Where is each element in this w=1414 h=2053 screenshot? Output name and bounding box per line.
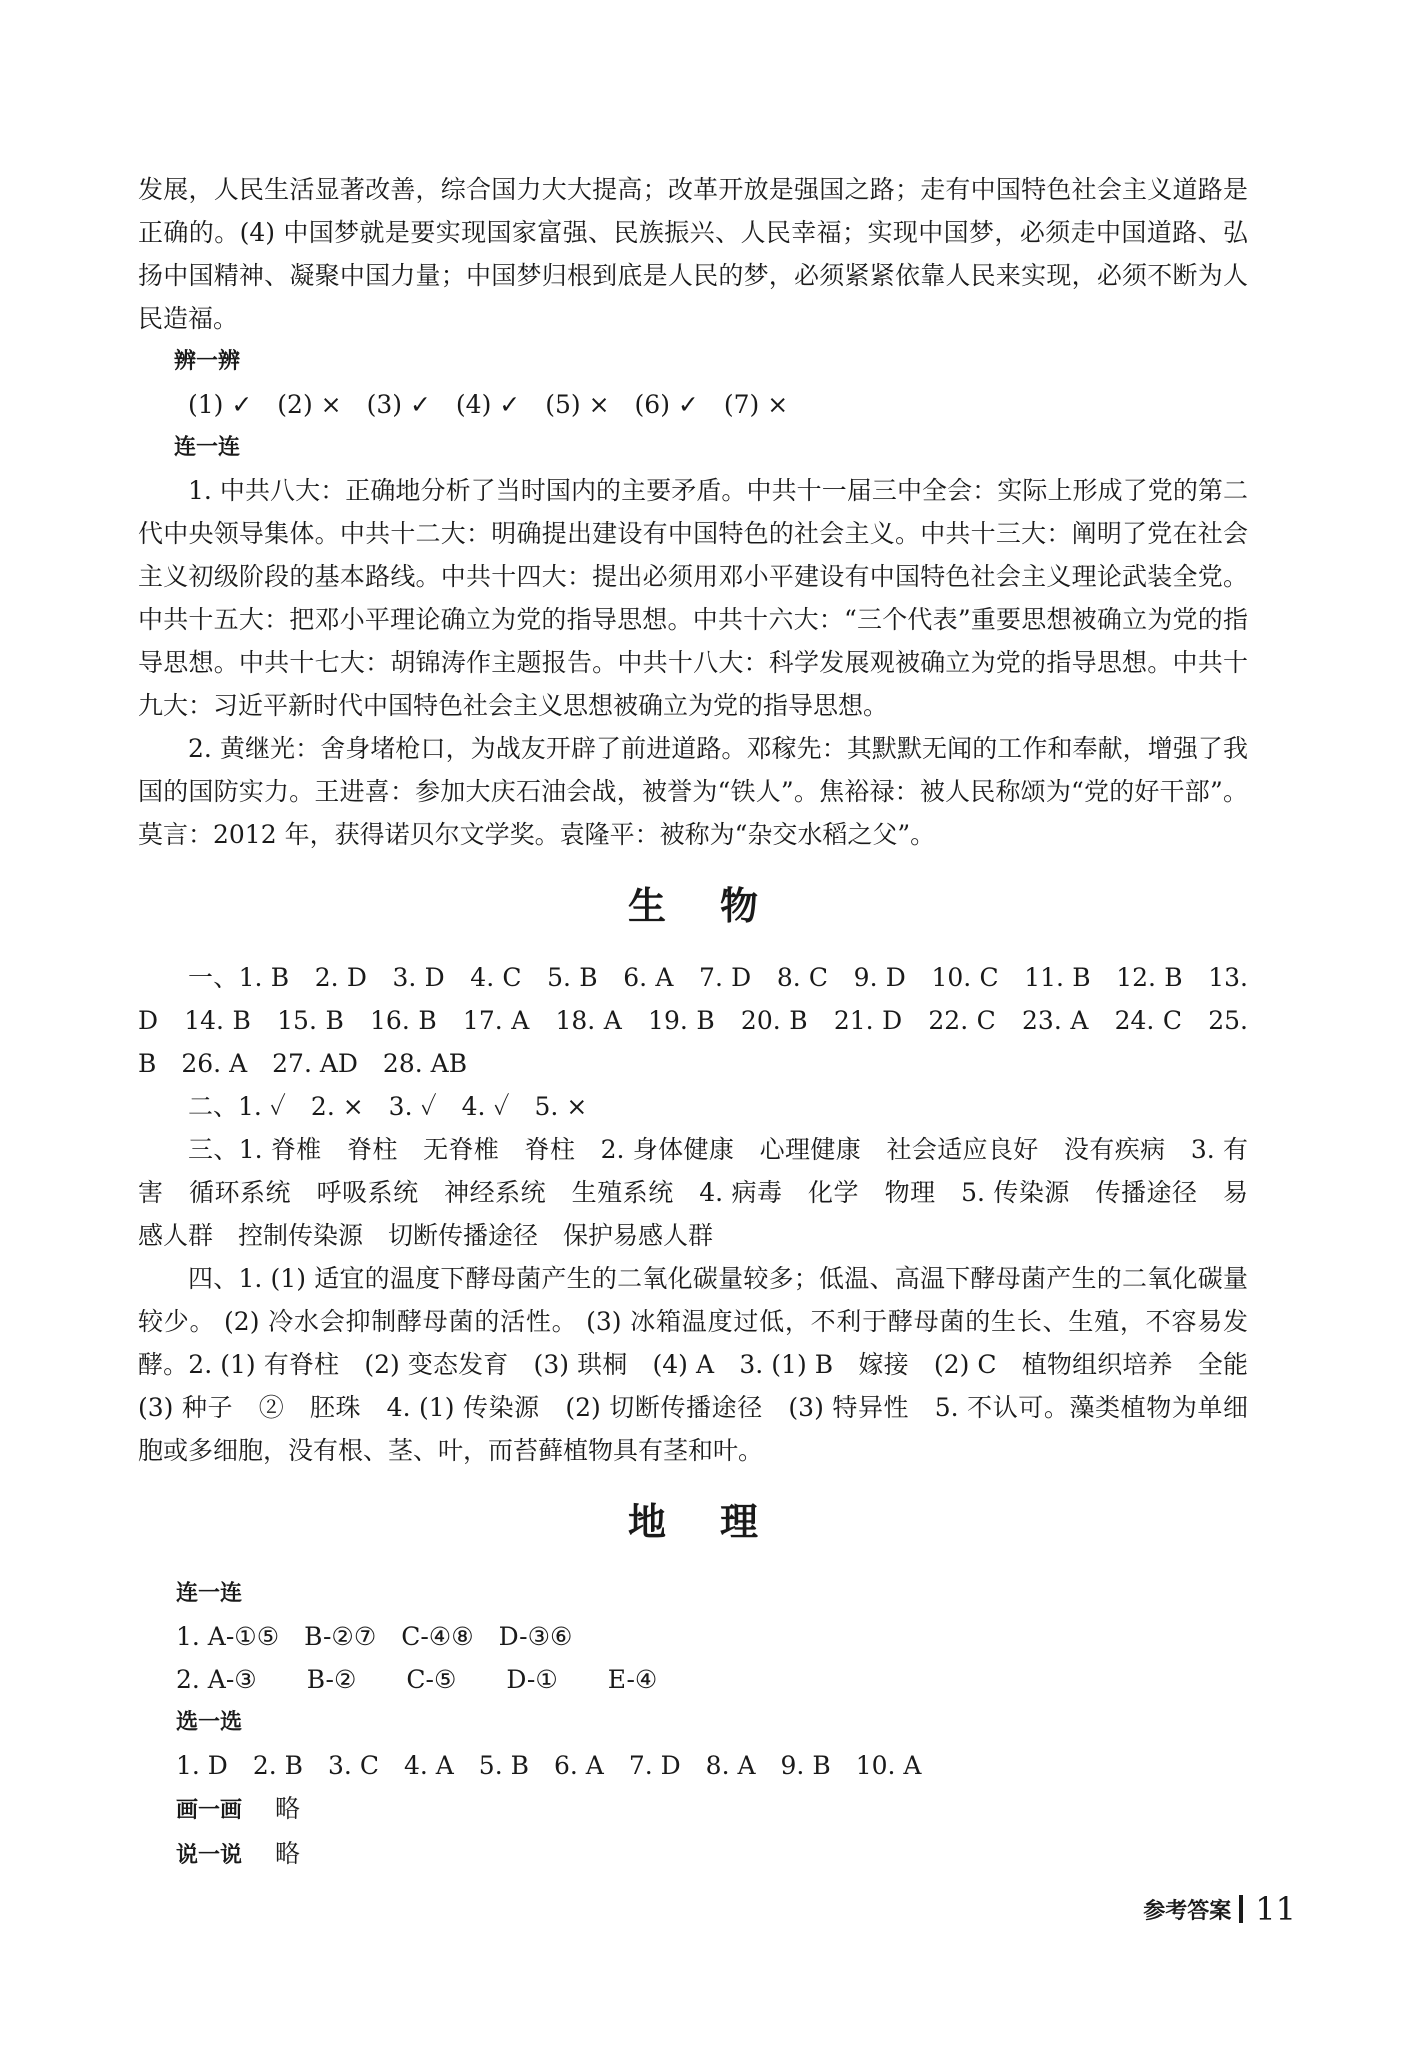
politics-lianyilian-item-1: 1. 中共八大：正确地分析了当时国内的主要矛盾。中共十一届三中全会：实际上形成了党的第二代中央领导集体。中共十二大：明确提出建设有中国特色的社会主义。中共十三大：阐明了党在社会主义初级阶段的基本路线。中共十四大：提出必须用邓小平建设有中国特色社会主义理论武装全党。中共十五大：把邓小平理论确立为党的指导思想。中共十六大：“三个代表”重要思想被确立为党的指导思想。中共十七大：胡锦涛作主题报告。中共十八大：科学发展观被确立为党的指导思想。中共十九大：习近平新时代中国特色社会主义思想被确立为党的指导思想。	[138, 476, 1248, 720]
page-number: 11	[1255, 1890, 1296, 1928]
xuanyixuan-answers: 1. D 2. B 3. C 4. A 5. B 6. A 7. D 8. A 9. B 10. A	[176, 1751, 922, 1780]
answer-page	[138, 168, 1274, 1877]
huayihua-answer: 略	[274, 1794, 300, 1823]
shuoyishuo-row	[176, 1832, 1248, 1877]
shuoyishuo-label: 说一说	[176, 1843, 243, 1868]
biology-part-3: 三、1. 脊椎 脊柱 无脊椎 脊柱 2. 身体健康 心理健康 社会适应良好 没有疾病 3. 有害 循环系统 呼吸系统 神经系统 生殖系统 4. 病毒 化学 物理 5. 传染源 传播途径 易感人群 控制传染源 切断传播途径 保护易感人群	[138, 1135, 1248, 1250]
biology-part-4: 四、1. (1) 适宜的温度下酵母菌产生的二氧化碳量较多；低温、高温下酵母菌产生的二氧化碳量较少。 (2) 冷水会抑制酵母菌的活性。 (3) 冰箱温度过低，不利于酵母菌的生长、生殖，不容易发酵。2. (1) 有脊柱 (2) 变态发育 (3) 珙桐 (4) A 3. (1) B 嫁接 (2) C 植物组织培养 全能 (3) 种子 ② 胚珠 4. (1) 传染源 (2) 切断传播途径 (3) 特异性 5. 不认可。藻类植物为单细胞或多细胞，没有根、茎、叶，而苔藓植物具有茎和叶。	[138, 1264, 1274, 1465]
geography-heading: 地理	[627, 1500, 812, 1544]
biology-part-2: 二、1. ✓ 2. × 3. ✓ 4. ✓ 5. ×	[188, 1092, 588, 1121]
geography-lianyilian-item-2: 2. A-③ B-② C-⑤ D-① E-④	[176, 1665, 658, 1694]
shuoyishuo-answer: 略	[274, 1839, 300, 1868]
bianyibian-answers: (1) ✓ (2) × (3) ✓ (4) ✓ (5) × (6) ✓ (7) ×	[188, 390, 789, 419]
geography-lianyilian-label: 连一连	[176, 1581, 243, 1606]
page-footer	[1143, 1890, 1296, 1928]
xuanyixuan-label: 选一选	[176, 1710, 243, 1735]
footer-divider	[1239, 1895, 1243, 1923]
huayihua-label: 画一画	[176, 1798, 243, 1823]
politics-lianyilian-item-2: 2. 黄继光：舍身堵枪口，为战友开辟了前进道路。邓稼先：其默默无闻的工作和奉献，增强了我国的国防实力。王进喜：参加大庆石油会战，被誉为“铁人”。焦裕禄：被人民称颂为“党的好干部”。莫言：2012 年，获得诺贝尔文学奖。袁隆平：被称为“杂交水稻之父”。	[138, 734, 1248, 849]
geography-lianyilian-item-1: 1. A-①⑤ B-②⑦ C-④⑧ D-③⑥	[176, 1622, 573, 1651]
politics-continued-paragraph: 发展，人民生活显著改善，综合国力大大提高；改革开放是强国之路；走有中国特色社会主义道路是正确的。(4) 中国梦就是要实现国家富强、民族振兴、人民幸福；实现中国梦，必须走中国道路、弘扬中国精神、凝聚中国力量；中国梦归根到底是人民的梦，必须紧紧依靠人民来实现，必须不断为人民造福。	[138, 175, 1248, 333]
politics-lianyilian-label: 连一连	[174, 435, 241, 460]
biology-part-1: 一、1. B 2. D 3. D 4. C 5. B 6. A 7. D 8. C 9. D 10. C 11. B 12. B 13. D 14. B 15. B 16. B 17. A 18. A 19. B 20. B 21. D 22. C 23. A 24. C 25. B 26. A 27. AD 28. AB	[138, 963, 1248, 1078]
biology-heading: 生物	[627, 884, 812, 928]
footer-label: 参考答案	[1143, 1898, 1232, 1924]
bianyibian-label: 辨一辨	[174, 349, 241, 374]
huayihua-row	[176, 1787, 1248, 1832]
